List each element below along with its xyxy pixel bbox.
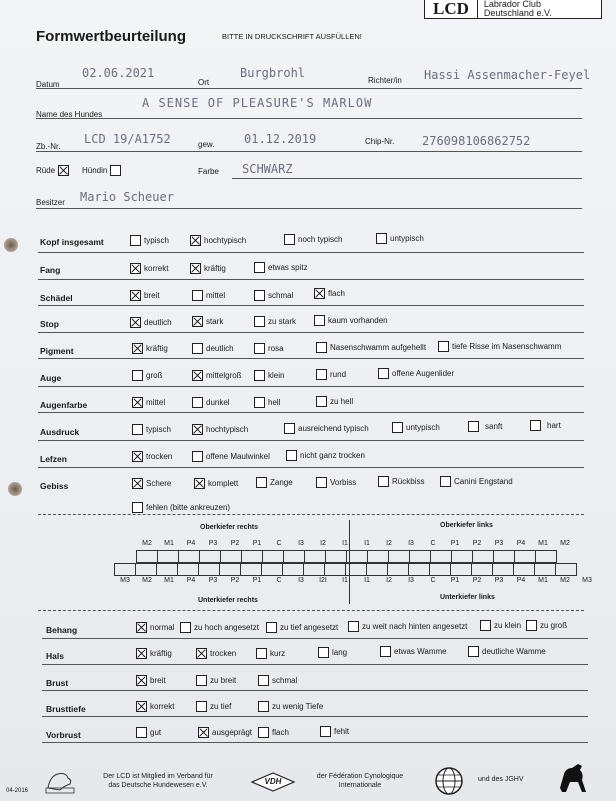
option-kopf-typisch[interactable]: typisch [130, 235, 169, 246]
row-label-stop: Stop [40, 319, 59, 329]
option-behang-zu-klein[interactable]: zu klein [480, 620, 521, 631]
checkbox[interactable] [130, 290, 141, 301]
checkbox[interactable] [192, 370, 203, 381]
option-fang-etwas-spitz[interactable]: etwas spitz [254, 262, 308, 273]
row-label-auge: Auge [40, 373, 62, 383]
checkbox[interactable] [378, 368, 389, 379]
row-label-augenfarbe: Augenfarbe [40, 400, 88, 410]
hund-label: Name des Hundes [36, 110, 103, 119]
checkbox[interactable] [136, 675, 147, 686]
option-pigment-deutlich[interactable]: deutlich [192, 343, 234, 354]
option-augenfarbe-mittel[interactable]: mittel [132, 397, 165, 408]
upper-tooth-label: I1 [364, 540, 370, 547]
lower-tooth-cell[interactable] [178, 564, 199, 576]
checkbox[interactable] [192, 343, 203, 354]
option-fang-korrekt[interactable]: korrekt [130, 263, 168, 274]
lower-tooth-label: P3 [208, 577, 218, 584]
checkbox[interactable] [480, 620, 491, 631]
fci-globe-icon [434, 766, 464, 801]
zb-label: Zb.-Nr. [36, 142, 61, 151]
checkbox[interactable] [132, 397, 143, 408]
option-hals-lang[interactable]: lang [318, 647, 347, 658]
option-hals-etwas-wamme[interactable]: etwas Wamme [380, 646, 447, 657]
datum-value[interactable]: 02.06.2021 [82, 66, 155, 80]
checkbox[interactable] [180, 622, 191, 633]
option-auge-klein[interactable]: klein [254, 370, 284, 381]
lower-tooth-label: I2 [386, 577, 392, 584]
checkbox[interactable] [530, 420, 541, 431]
checkbox[interactable] [192, 316, 203, 327]
option-gebiss-schere[interactable]: Schere [132, 478, 171, 489]
lower-tooth-label: M1 [164, 577, 174, 584]
upper-tooth-label: I3 [408, 540, 414, 547]
lower-tooth-label: P3 [494, 577, 504, 584]
option-gebiss-vorbiss[interactable]: Vorbiss [316, 477, 356, 488]
form-subtitle: BITTE IN DRUCKSCHRIFT AUSFÜLLEN! [222, 32, 362, 41]
lower-tooth-cell[interactable] [220, 564, 241, 576]
option-behang-normal[interactable]: normal [136, 622, 174, 633]
checkbox[interactable] [380, 646, 391, 657]
upper-tooth-cell[interactable] [536, 551, 557, 563]
checkbox[interactable] [392, 422, 403, 433]
checkbox[interactable] [258, 675, 269, 686]
ort-value[interactable]: Burgbrohl [240, 66, 306, 80]
checkbox[interactable] [192, 451, 203, 462]
option-vorbrust-fehlt[interactable]: fehlt [320, 726, 349, 737]
upper-tooth-cell[interactable] [242, 551, 263, 563]
checkbox[interactable] [254, 397, 265, 408]
row-label-brusttiefe: Brusttiefe [46, 704, 86, 714]
upper-tooth-cell[interactable] [410, 551, 431, 563]
besitzer-label: Besitzer [36, 198, 65, 207]
checkbox[interactable] [284, 234, 295, 245]
huendin-checkbox[interactable] [110, 165, 121, 176]
upper-tooth-label: M2 [142, 540, 152, 547]
lower-tooth-cell[interactable] [346, 564, 367, 576]
option-hals-kraeftig[interactable]: kräftig [136, 648, 172, 659]
lower-tooth-cell[interactable] [409, 564, 430, 576]
checkbox[interactable] [130, 317, 141, 328]
lower-tooth-label: M2 [142, 577, 152, 584]
checkbox[interactable] [266, 622, 277, 633]
lower-tooth-label: I3 [298, 577, 304, 584]
upper-tooth-label: P1 [450, 540, 460, 547]
checkbox[interactable] [526, 620, 537, 631]
upper-tooth-cell[interactable] [200, 551, 221, 563]
checkbox[interactable] [192, 290, 203, 301]
punch-hole [8, 482, 22, 496]
lower-tooth-label: C [276, 577, 282, 584]
checkbox[interactable] [254, 290, 265, 301]
upper-tooth-cell[interactable] [368, 551, 389, 563]
option-hals-deutliche-wamme[interactable]: deutliche Wamme [468, 646, 546, 657]
lower-tooth-cell[interactable] [493, 564, 514, 576]
lower-tooth-cell[interactable] [157, 564, 178, 576]
option-stop-stark[interactable]: stark [192, 316, 223, 327]
upper-teeth-grid[interactable] [136, 550, 557, 563]
upper-tooth-label: P2 [472, 540, 482, 547]
upper-tooth-label: C [430, 540, 436, 547]
lower-tooth-label: M3 [120, 577, 130, 584]
lower-tooth-cell[interactable] [556, 564, 577, 576]
checkbox[interactable] [440, 476, 451, 487]
option-brusttiefe-zu-wenig[interactable]: zu wenig Tiefe [258, 701, 323, 712]
lcd-footer-logo [44, 766, 76, 794]
upper-tooth-label: P1 [252, 540, 262, 547]
lower-tooth-cell[interactable] [325, 564, 346, 576]
checkbox[interactable] [316, 477, 327, 488]
upper-tooth-label: P3 [208, 540, 218, 547]
option-kopf-untypisch[interactable]: untypisch [376, 233, 424, 244]
upper-tooth-label: P2 [230, 540, 240, 547]
option-schaedel-schmal[interactable]: schmal [254, 290, 293, 301]
lower-tooth-cell[interactable] [388, 564, 409, 576]
option-brust-schmal[interactable]: schmal [258, 675, 297, 686]
punch-hole [4, 238, 18, 252]
upper-tooth-label: I1 [342, 540, 348, 547]
upper-tooth-cell[interactable] [494, 551, 515, 563]
option-stop-zu-stark[interactable]: zu stark [254, 316, 296, 327]
option-hals-kurz[interactable]: kurz [256, 648, 285, 659]
option-brust-breit[interactable]: breit [136, 675, 166, 686]
upper-tooth-cell[interactable] [452, 551, 473, 563]
upper-left-label: Oberkiefer links [440, 522, 493, 529]
upper-tooth-label: M1 [538, 540, 548, 547]
option-schaedel-flach[interactable]: flach [314, 288, 345, 299]
richter-value[interactable]: Hassi Assenmacher-Feyel [424, 68, 591, 82]
upper-tooth-cell[interactable] [326, 551, 347, 563]
checkbox[interactable] [196, 675, 207, 686]
lower-tooth-label: P1 [450, 577, 460, 584]
upper-tooth-cell[interactable] [284, 551, 305, 563]
row-label-schaedel: Schädel [40, 293, 73, 303]
option-lefzen-trocken[interactable]: trocken [132, 451, 172, 462]
checkbox[interactable] [258, 727, 269, 738]
lower-tooth-cell[interactable] [472, 564, 493, 576]
datum-label: Datum [36, 80, 60, 89]
option-gebiss-rueckbiss[interactable]: Rückbiss [378, 476, 424, 487]
option-augenfarbe-zu-hell[interactable]: zu hell [316, 396, 353, 407]
upper-tooth-label: M1 [164, 540, 174, 547]
vdh-text: Der LCD ist Mitglied im Verband für das Deutsche Hundewesen e.V. [103, 773, 213, 789]
checkbox[interactable] [376, 233, 387, 244]
checkbox[interactable] [316, 369, 327, 380]
ruede-option[interactable]: Rüde [36, 165, 72, 176]
lower-tooth-cell[interactable] [199, 564, 220, 576]
upper-tooth-cell[interactable] [347, 551, 368, 563]
checkbox[interactable] [438, 341, 449, 352]
checkbox[interactable] [316, 342, 327, 353]
option-lefzen-nicht-ganz-trocken[interactable]: nicht ganz trocken [286, 450, 365, 461]
option-schaedel-mittel[interactable]: mittel [192, 290, 225, 301]
option-stop-deutlich[interactable]: deutlich [130, 317, 172, 328]
upper-tooth-label: I2 [386, 540, 392, 547]
checkbox[interactable] [348, 621, 359, 632]
row-label-kopf: Kopf insgesamt [40, 237, 104, 247]
option-ausdruck-hochtypisch[interactable]: hochtypisch [192, 424, 248, 435]
option-auge-offene-augenlider[interactable]: offene Augenlider [378, 368, 454, 379]
lower-tooth-cell[interactable] [115, 564, 136, 576]
lower-tooth-label: P1 [252, 577, 262, 584]
row-label-behang: Behang [46, 625, 78, 635]
vdh-logo: VDH [250, 772, 296, 792]
footer [0, 760, 616, 800]
jghv-text: und des JGHV [478, 776, 524, 783]
zb-value[interactable]: LCD 19/A1752 [84, 132, 171, 146]
chip-value[interactable]: 276098106862752 [422, 134, 531, 148]
richter-label: Richter/in [368, 76, 402, 85]
checkbox[interactable] [284, 423, 295, 434]
upper-tooth-label: P4 [516, 540, 526, 547]
checkbox[interactable] [192, 424, 203, 435]
option-lefzen-offene-maulwinkel[interactable]: offene Maulwinkel [192, 451, 270, 462]
upper-tooth-cell[interactable] [389, 551, 410, 563]
option-ausdruck-typisch[interactable]: typisch [132, 424, 171, 435]
lower-left-label: Unterkiefer links [440, 594, 495, 601]
farbe-value[interactable]: SCHWARZ [242, 162, 293, 176]
jghv-dog-icon [556, 760, 590, 801]
checkbox[interactable] [132, 478, 143, 489]
upper-tooth-label: I3 [298, 540, 304, 547]
lower-tooth-label: I2I [319, 577, 327, 584]
fci-text: der Fédération Cynologique Internationale [316, 773, 404, 789]
upper-tooth-cell[interactable] [137, 551, 158, 563]
checkbox[interactable] [256, 477, 267, 488]
checkbox[interactable] [132, 502, 143, 513]
lower-tooth-cell[interactable] [241, 564, 262, 576]
option-gebiss-komplett[interactable]: komplett [194, 478, 238, 489]
lower-tooth-label: P4 [186, 577, 196, 584]
checkbox[interactable] [130, 235, 141, 246]
ruede-checkbox[interactable] [58, 165, 69, 176]
lower-tooth-cell[interactable] [451, 564, 472, 576]
row-label-ausdruck: Ausdruck [40, 427, 80, 437]
option-gebiss-zange[interactable]: Zange [256, 477, 293, 488]
lower-tooth-label: I3 [408, 577, 414, 584]
checkbox[interactable] [130, 263, 141, 274]
lower-tooth-cell[interactable] [430, 564, 451, 576]
lower-tooth-label: C [430, 577, 436, 584]
checkbox[interactable] [132, 370, 143, 381]
row-label-hals: Hals [46, 651, 64, 661]
checkbox[interactable] [196, 701, 207, 712]
upper-tooth-cell[interactable] [473, 551, 494, 563]
lower-tooth-cell[interactable] [367, 564, 388, 576]
checkbox[interactable] [286, 450, 297, 461]
row-label-gebiss: Gebiss [40, 481, 69, 491]
option-kopf-hochtypisch[interactable]: hochtypisch [190, 235, 246, 246]
checkbox[interactable] [132, 451, 143, 462]
lower-tooth-label: M1 [538, 577, 548, 584]
option-behang-zu-tief[interactable]: zu tief angesetzt [266, 622, 338, 633]
chip-label: Chip-Nr. [365, 137, 395, 146]
option-stop-kaum-vorhanden[interactable]: kaum vorhanden [314, 315, 388, 326]
upper-tooth-label: C [276, 540, 282, 547]
lower-tooth-cell[interactable] [514, 564, 535, 576]
option-augenfarbe-dunkel[interactable]: dunkel [192, 397, 230, 408]
option-gebiss-fehlen[interactable]: fehlen (bitte ankreuzen) [132, 502, 230, 513]
checkbox[interactable] [378, 476, 389, 487]
checkbox[interactable] [132, 343, 143, 354]
logo-mark: LCD [425, 0, 478, 18]
option-ausdruck-ausreichend[interactable]: ausreichend typisch [284, 423, 369, 434]
option-auge-rund[interactable]: rund [316, 369, 346, 380]
checkbox[interactable] [316, 396, 327, 407]
huendin-option[interactable]: Hündin [82, 165, 124, 176]
checkbox[interactable] [132, 424, 143, 435]
lower-tooth-label: I1 [342, 577, 348, 584]
option-pigment-nasenschwamm[interactable]: Nasenschwamm aufgehellt [316, 342, 426, 353]
option-schaedel-breit[interactable]: breit [130, 290, 160, 301]
checkbox[interactable] [468, 421, 479, 432]
lower-tooth-label: P4 [516, 577, 526, 584]
gew-value[interactable]: 01.12.2019 [244, 132, 317, 146]
option-fang-kraeftig[interactable]: kräftig [190, 263, 226, 274]
checkbox[interactable] [254, 370, 265, 381]
upper-tooth-label: P3 [494, 540, 504, 547]
option-ausdruck-hart[interactable]: hart [530, 420, 561, 431]
checkbox[interactable] [314, 288, 325, 299]
lower-tooth-label: M3 [582, 577, 592, 584]
lower-tooth-label: I1 [364, 577, 370, 584]
option-pigment-tiefe-risse[interactable]: tiefe Risse im Nasenschwamm [438, 341, 561, 352]
option-hals-trocken[interactable]: trocken [196, 648, 236, 659]
row-label-fang: Fang [40, 265, 61, 275]
checkbox[interactable] [254, 262, 265, 273]
option-pigment-kraeftig[interactable]: kräftig [132, 343, 168, 354]
checkbox[interactable] [198, 727, 209, 738]
option-vorbrust-gut[interactable]: gut [136, 727, 161, 738]
lower-right-label: Unterkiefer rechts [198, 597, 258, 604]
option-brusttiefe-korrekt[interactable]: korrekt [136, 701, 174, 712]
checkbox[interactable] [190, 263, 201, 274]
farbe-label: Farbe [198, 167, 219, 176]
option-behang-zu-hoch[interactable]: zu hoch angesetzt [180, 622, 259, 633]
upper-tooth-cell[interactable] [179, 551, 200, 563]
lower-tooth-label: M2 [560, 577, 570, 584]
option-augenfarbe-hell[interactable]: hell [254, 397, 280, 408]
option-ausdruck-untypisch[interactable]: untypisch [392, 422, 440, 433]
gew-label: gew. [198, 140, 215, 149]
lower-tooth-cell[interactable] [304, 564, 325, 576]
form-title: Formwertbeurteilung [36, 28, 187, 45]
checkbox[interactable] [196, 648, 207, 659]
upper-tooth-label: M2 [560, 540, 570, 547]
checkbox[interactable] [320, 726, 331, 737]
lower-tooth-label: P2 [472, 577, 482, 584]
checkbox[interactable] [136, 622, 147, 633]
row-label-lefzen: Lefzen [40, 454, 67, 464]
checkbox[interactable] [254, 316, 265, 327]
checkbox[interactable] [318, 647, 329, 658]
checkbox[interactable] [256, 648, 267, 659]
hund-value[interactable]: A SENSE OF PLEASURE'S MARLOW [142, 96, 373, 110]
option-auge-mittelgross[interactable]: mittelgroß [192, 370, 242, 381]
lower-tooth-cell[interactable] [535, 564, 556, 576]
option-behang-zu-gross[interactable]: zu groß [526, 620, 567, 631]
lower-tooth-label: P2 [230, 577, 240, 584]
upper-tooth-cell[interactable] [263, 551, 284, 563]
upper-tooth-cell[interactable] [515, 551, 536, 563]
checkbox[interactable] [194, 478, 205, 489]
checkbox[interactable] [254, 343, 265, 354]
lcd-logo [424, 0, 602, 19]
upper-tooth-cell[interactable] [158, 551, 179, 563]
upper-tooth-cell[interactable] [431, 551, 452, 563]
upper-right-label: Oberkiefer rechts [200, 524, 258, 531]
checkbox[interactable] [136, 648, 147, 659]
option-vorbrust-ausgepraegt[interactable]: ausgeprägt [198, 727, 252, 738]
form-version: 04-2016 [6, 788, 29, 794]
option-brusttiefe-zu-tief[interactable]: zu tief [196, 701, 231, 712]
checkbox[interactable] [468, 646, 479, 657]
logo-text: Labrador Club Deutschland e.V. [483, 0, 552, 18]
row-label-pigment: Pigment [40, 346, 74, 356]
lower-tooth-cell[interactable] [136, 564, 157, 576]
lower-tooth-cell[interactable] [283, 564, 304, 576]
option-vorbrust-flach[interactable]: flach [258, 727, 289, 738]
upper-tooth-label: I2 [320, 540, 326, 547]
lower-teeth-grid[interactable] [114, 563, 577, 576]
option-brust-zu-breit[interactable]: zu breit [196, 675, 236, 686]
checkbox[interactable] [192, 397, 203, 408]
checkbox[interactable] [190, 235, 201, 246]
lower-tooth-cell[interactable] [262, 564, 283, 576]
checkbox[interactable] [258, 701, 269, 712]
upper-tooth-label: P4 [186, 540, 196, 547]
row-label-vorbrust: Vorbrust [46, 730, 81, 740]
ort-label: Ort [198, 78, 210, 87]
option-pigment-rosa[interactable]: rosa [254, 343, 284, 354]
checkbox[interactable] [136, 701, 147, 712]
option-auge-gross[interactable]: groß [132, 370, 162, 381]
upper-tooth-cell[interactable] [305, 551, 326, 563]
option-behang-zu-weit[interactable]: zu weit nach hinten angesetzt [348, 621, 467, 632]
option-gebiss-canini[interactable]: Canini Engstand [440, 476, 513, 487]
option-kopf-noch-typisch[interactable]: noch typisch [284, 234, 342, 245]
upper-tooth-cell[interactable] [221, 551, 242, 563]
row-label-brust: Brust [46, 678, 69, 688]
option-ausdruck-sanft[interactable]: sanft [468, 421, 502, 432]
checkbox[interactable] [136, 727, 147, 738]
checkbox[interactable] [314, 315, 325, 326]
besitzer-value[interactable]: Mario Scheuer [80, 190, 174, 204]
